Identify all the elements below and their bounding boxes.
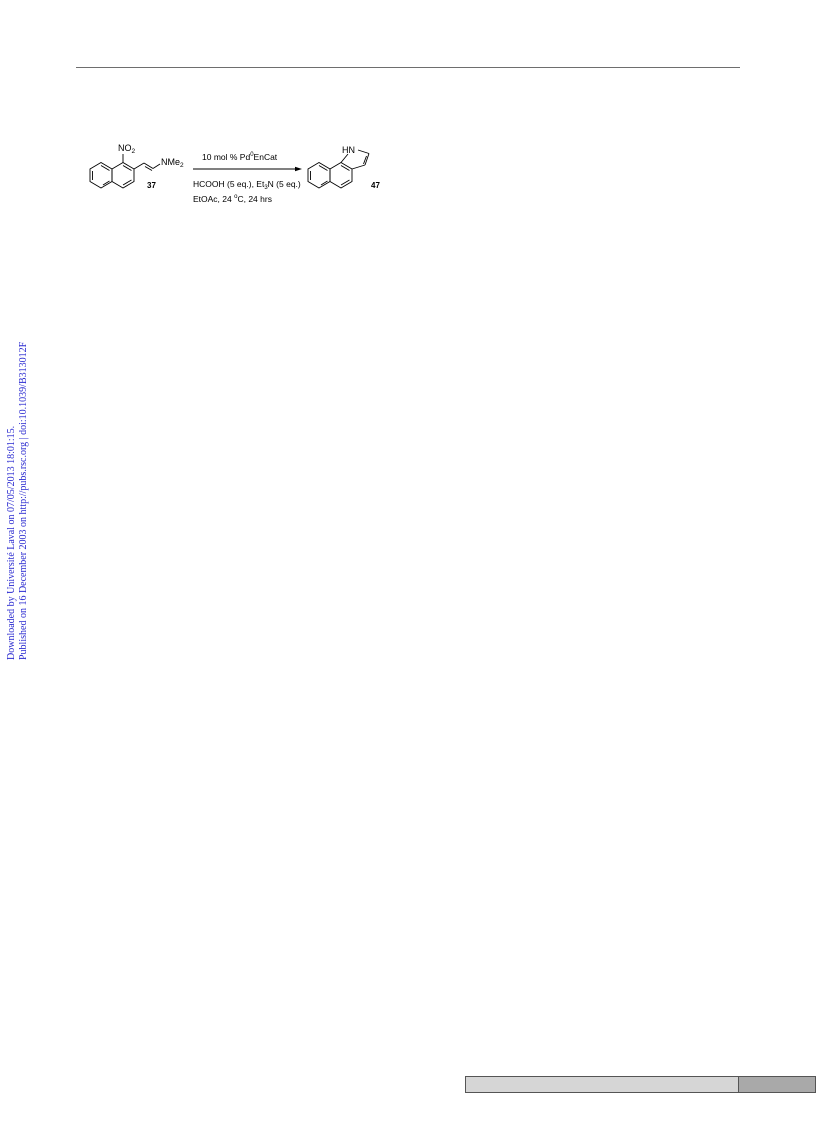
product-compound-number: 47 <box>371 181 380 190</box>
reactant-compound-number: 37 <box>147 181 156 190</box>
footer-bar-tab <box>738 1077 815 1092</box>
product-nh-label: HN <box>342 145 355 155</box>
download-notice-line1: Downloaded by Université Laval on 07/05/2013 18:01:15. <box>6 425 17 660</box>
condition-catalyst: 10 mol % Pd$^0$EnCat <box>202 152 278 162</box>
product-structure <box>308 150 369 188</box>
reactant-no2-label: $NO_2$ <box>118 143 136 155</box>
download-notice <box>6 342 30 660</box>
download-notice-line2[interactable]: Published on 16 December 2003 on http://pubs.rsc.org | doi:10.1039/B313012F <box>18 341 29 660</box>
condition-reagents: HCOOH (5 eq.), $Et_3N$ (5 eq.) <box>193 179 301 191</box>
reaction-scheme <box>78 132 398 232</box>
reactant-nme2-label: NMe$_2$ <box>161 157 184 169</box>
reaction-scheme-svg <box>78 132 398 232</box>
footer-bar <box>465 1076 816 1093</box>
condition-solvent-temp: EtOAc, 24 $^o$C, 24 hrs <box>193 194 272 204</box>
header-rule <box>76 67 740 68</box>
reaction-arrow <box>193 167 302 171</box>
